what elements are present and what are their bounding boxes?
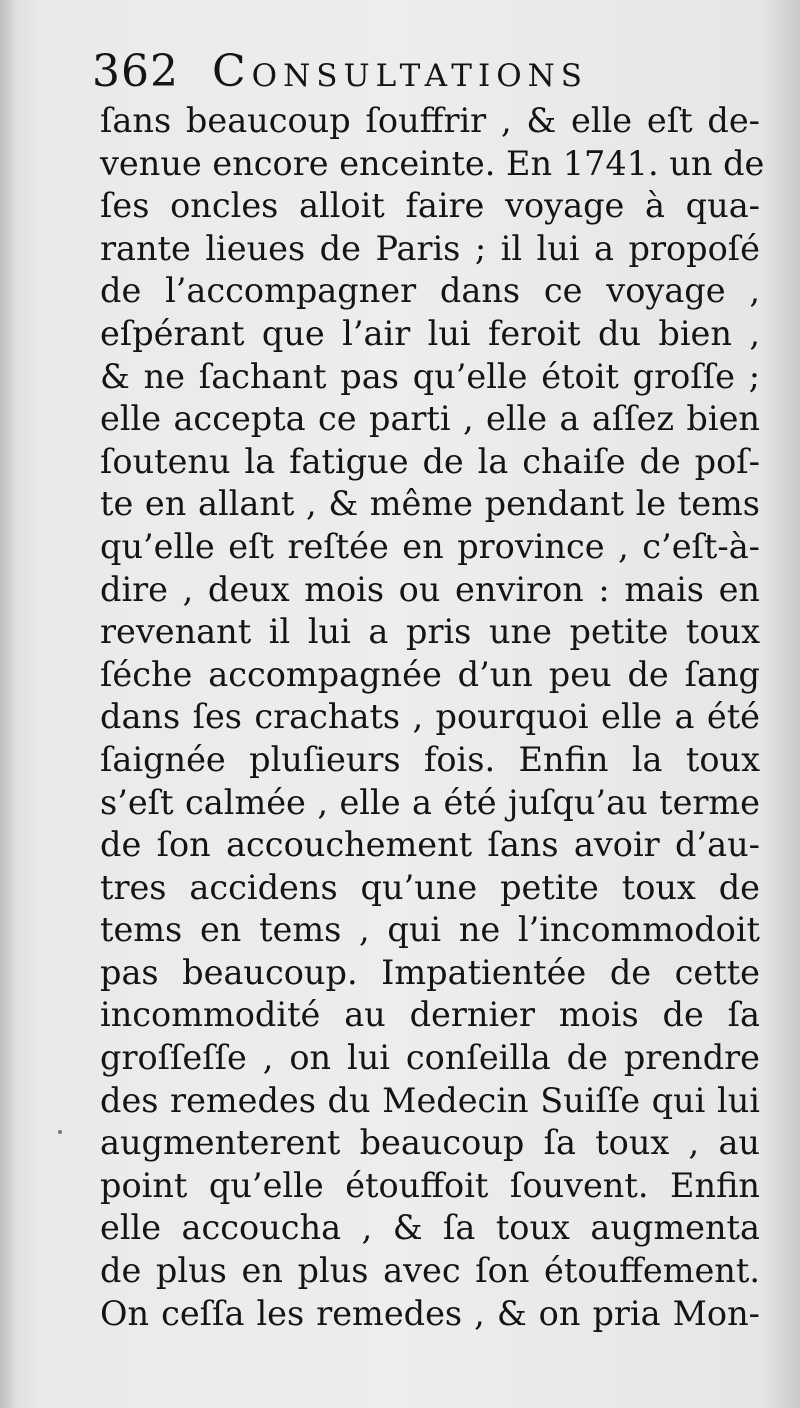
- text-line: tems en tems , qui ne l’incommodoit: [100, 910, 760, 950]
- text-line: rante lieues de Paris ; il lui a propoſé: [100, 228, 760, 268]
- text-line: de plus en plus avec ſon étouffement.: [100, 1251, 760, 1291]
- text-line: de ſon accouchement ſans avoir d’au-: [100, 825, 760, 865]
- body-text: [100, 100, 765, 1335]
- text-line: incommodité au dernier mois de ſa: [100, 995, 760, 1035]
- text-line: dire , deux mois ou environ : mais en: [100, 569, 760, 609]
- text-line: ſoutenu la fatigue de la chaiſe de poſ-: [100, 441, 760, 481]
- text-line: ſéche accompagnée d’un peu de ſang: [100, 654, 760, 694]
- text-line: ſes oncles alloit faire voyage à qua-: [100, 186, 760, 226]
- text-line: dans ſes crachats , pourquoi elle a été: [100, 697, 760, 737]
- text-line: groſſeſſe , on lui conſeilla de prendre: [100, 1038, 760, 1078]
- text-line: venue encore enceinte. En 1741. un de: [100, 143, 765, 183]
- text-line: eſpérant que l’air lui feroit du bien ,: [100, 313, 760, 353]
- text-line: revenant il lui a pris une petite toux: [100, 612, 760, 652]
- text-line: ſans beaucoup ſouffrir , & elle eſt de-: [100, 101, 760, 140]
- running-head: Consultations: [212, 46, 588, 97]
- text-line: ſaignée pluſieurs fois. Enfin la toux: [100, 739, 760, 779]
- text-line: de l’accompagner dans ce voyage ,: [100, 271, 760, 311]
- text-line: On ceſſa les remedes , & on pria Mon-: [100, 1293, 760, 1333]
- text-line: tres accidens qu’une petite toux de: [100, 867, 760, 907]
- text-line: s’eſt calmée , elle a été juſqu’au terme: [100, 782, 760, 822]
- text-line: elle accepta ce parti , elle a aſſez bien: [100, 399, 760, 439]
- text-line: & ne ſachant pas qu’elle étoit groſſe ;: [100, 356, 760, 396]
- page-gutter: [0, 0, 18, 1408]
- paper-speck: [58, 1130, 62, 1134]
- text-line: elle accoucha , & ſa toux augmenta: [100, 1208, 760, 1248]
- text-line: augmenterent beaucoup ſa toux , au: [100, 1123, 760, 1163]
- text-line: pas beaucoup. Impatientée de cette: [100, 952, 760, 992]
- page-number: 362: [92, 46, 179, 97]
- text-line: qu’elle eſt reſtée en province , c’eſt-à-: [100, 526, 760, 566]
- text-line: des remedes du Medecin Suiſſe qui lui: [100, 1080, 760, 1120]
- text-line: te en allant , & même pendant le tems: [100, 484, 760, 524]
- page-header: [92, 42, 652, 102]
- text-line: point qu’elle étouffoit ſouvent. Enfin: [100, 1165, 760, 1205]
